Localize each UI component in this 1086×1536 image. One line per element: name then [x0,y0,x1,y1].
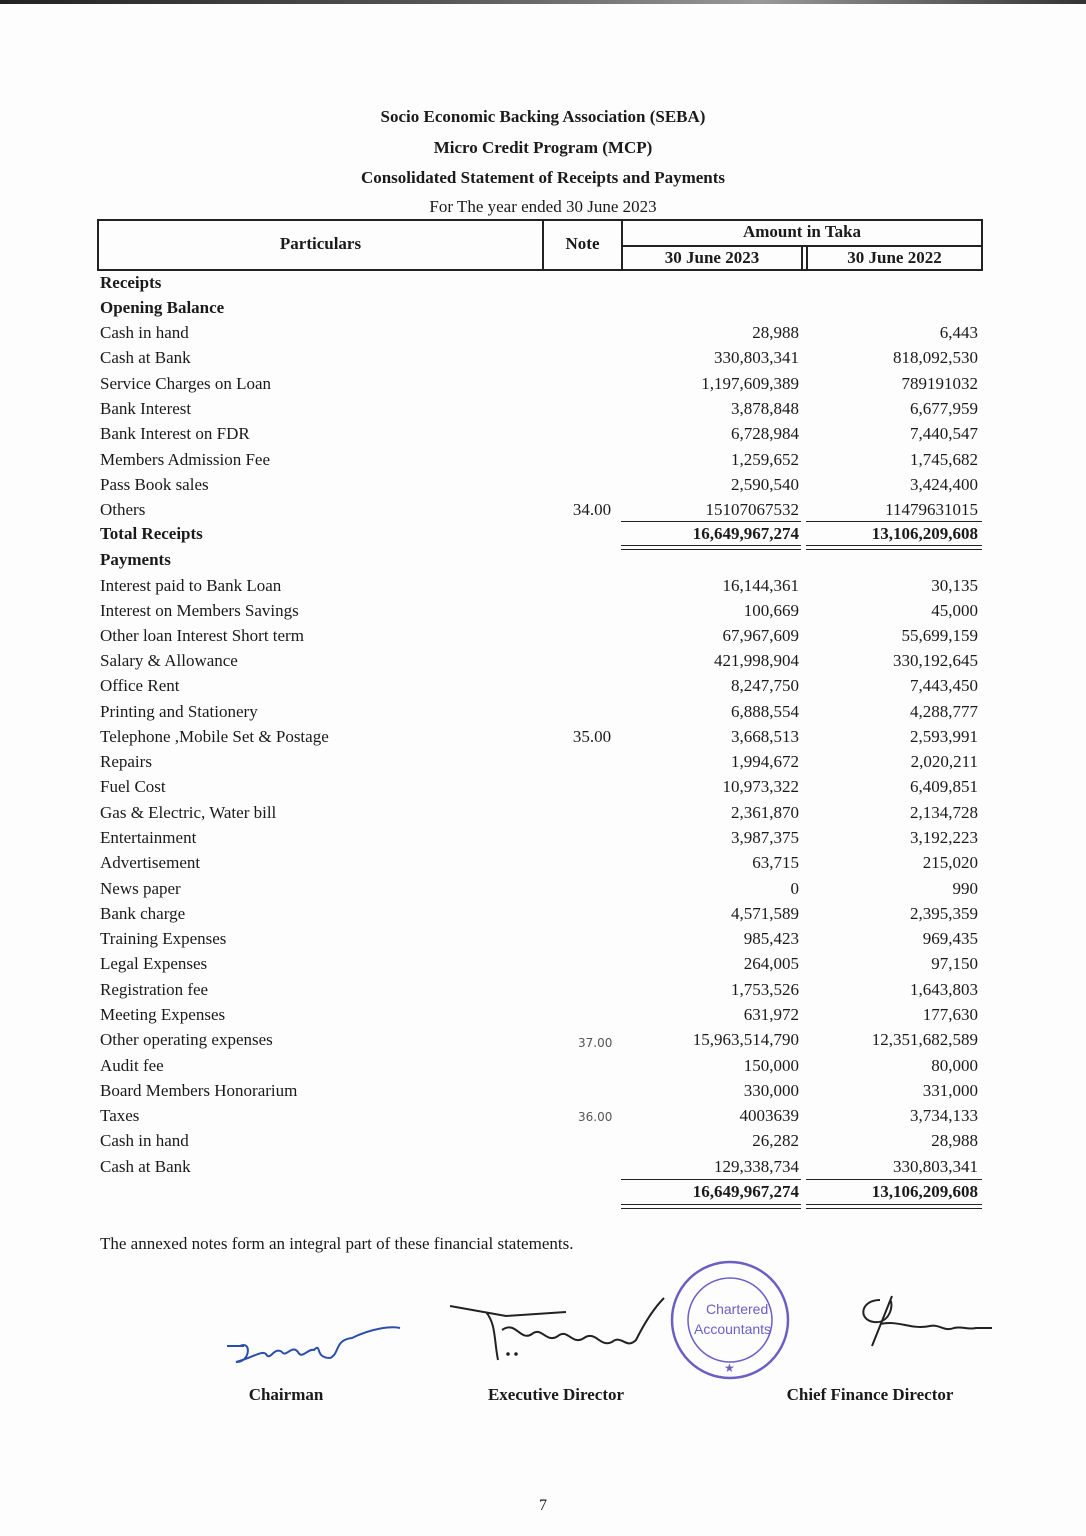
row-label: Payments [100,550,171,569]
row-label: Taxes [100,1106,140,1125]
row-amount-2022: 6,677,959 [910,399,978,418]
row-label: Telephone ,Mobile Set & Postage [100,727,329,746]
row-amount-2023: 3,987,375 [731,828,799,847]
table-row [0,348,1086,373]
svg-text:★: ★ [724,1361,735,1375]
table-row [0,879,1086,904]
row-label: Registration fee [100,980,209,999]
row-label: Printing and Stationery [100,702,258,721]
table-row [0,273,1086,298]
row-label: Pass Book sales [100,475,209,494]
row-label: Members Admission Fee [100,450,270,469]
row-amount-2022: 818,092,530 [893,348,978,367]
table-row [0,424,1086,449]
row-amount-2022: 2,593,991 [910,727,978,746]
row-amount-2022: 1,643,803 [910,980,978,999]
table-row [0,1005,1086,1030]
row-amount-2023: 15107067532 [705,500,799,519]
row-amount-2022: 7,443,450 [910,676,978,695]
header-divider-years [801,245,803,271]
table-row [0,828,1086,853]
row-amount-2022: 6,409,851 [910,777,978,796]
table-row [0,752,1086,777]
row-amount-2023: 6,888,554 [731,702,799,721]
row-label: Others [100,500,146,519]
row-label: Training Expenses [100,929,227,948]
row-amount-2023: 264,005 [743,954,799,973]
table-row [0,1106,1086,1131]
row-amount-2023: 8,247,750 [731,676,799,695]
table-row [0,651,1086,676]
row-label: Cash at Bank [100,348,191,367]
payments-rule-2022 [806,1179,982,1180]
row-amount-2022: 11479631015 [885,500,978,519]
row-amount-2022: 2,020,211 [910,752,978,771]
row-label: Cash in hand [100,1131,189,1150]
cfo-label: Chief Finance Director [786,1385,954,1404]
row-amount-2022: 13,106,209,608 [871,1182,978,1201]
table-row [0,777,1086,802]
table-row [0,727,1086,752]
total-receipts-double-rule-2023 [621,545,801,550]
row-amount-2022: 969,435 [922,929,978,948]
stamp-line1: Chartered [706,1301,769,1317]
row-amount-2022: 6,443 [939,323,978,342]
row-label: Gas & Electric, Water bill [100,803,277,822]
row-label: Salary & Allowance [100,651,238,670]
col-header-amount: Amount in Taka [742,222,862,241]
row-label: Repairs [100,752,152,771]
row-label: Bank Interest [100,399,192,418]
row-amount-2023: 63,715 [752,853,799,872]
table-row [0,323,1086,348]
annex-note: The annexed notes form an integral part of these financial statements. [100,1234,574,1253]
total-receipts-double-rule-2022 [806,545,982,550]
row-amount-2022: 215,020 [922,853,978,872]
row-amount-2022: 55,699,159 [901,626,978,645]
row-label: Receipts [100,273,162,292]
table-row [0,399,1086,424]
row-label: Opening Balance [100,298,225,317]
row-amount-2022: 3,192,223 [910,828,978,847]
row-label: News paper [100,879,181,898]
row-label: Fuel Cost [100,777,166,796]
row-amount-2022: 330,192,645 [893,651,978,670]
row-label: Other operating expenses [100,1030,273,1049]
row-note: 34.00 [572,500,612,519]
row-label: Other loan Interest Short term [100,626,304,645]
row-amount-2023: 1,259,652 [731,450,799,469]
row-label: Legal Expenses [100,954,208,973]
page-number: 7 [539,1497,547,1514]
cfo-signature [850,1290,995,1350]
table-row [0,853,1086,878]
row-amount-2022: 2,134,728 [910,803,978,822]
row-amount-2022: 1,745,682 [910,450,978,469]
table-row [0,550,1086,575]
table-row [0,450,1086,475]
table-row [0,1056,1086,1081]
row-amount-2022: 789191032 [901,374,978,393]
row-amount-2022: 177,630 [922,1005,978,1024]
row-amount-2022: 12,351,682,589 [871,1030,978,1049]
table-row [0,676,1086,701]
chartered-accountants-stamp [668,1258,792,1382]
row-label: Cash in hand [100,323,189,342]
row-amount-2023: 129,338,734 [714,1157,799,1176]
table-row [0,702,1086,727]
row-amount-2023: 2,361,870 [731,803,799,822]
handwritten-note-taxes: 36.00 [578,1110,613,1124]
row-amount-2022: 3,734,133 [910,1106,978,1125]
chairman-signature [222,1318,402,1373]
row-amount-2022: 990 [952,879,978,898]
total-payments-double-rule-2022 [806,1204,982,1209]
col-header-note: Note [565,234,600,253]
statement-title: Consolidated Statement of Receipts and Payments [360,168,726,187]
table-row [0,374,1086,399]
executive-director-label: Executive Director [487,1385,625,1404]
row-amount-2023: 1,753,526 [731,980,799,999]
table-row [0,1030,1086,1055]
row-label: Entertainment [100,828,197,847]
row-amount-2022: 330,803,341 [893,1157,978,1176]
program-title: Micro Credit Program (MCP) [433,138,653,157]
table-row [0,929,1086,954]
row-amount-2022: 97,150 [931,954,978,973]
row-label: Cash at Bank [100,1157,191,1176]
executive-director-signature [446,1290,668,1365]
table-row [0,1131,1086,1156]
scan-top-edge [0,0,1086,4]
row-amount-2023: 0 [790,879,799,898]
subtotal-rule-2023 [621,521,801,522]
row-amount-2023: 67,967,609 [722,626,799,645]
row-label: Interest paid to Bank Loan [100,576,282,595]
org-title: Socio Economic Backing Association (SEBA) [380,107,706,126]
row-amount-2022: 30,135 [931,576,978,595]
table-row [0,601,1086,626]
row-amount-2023: 330,000 [743,1081,799,1100]
row-label: Advertisement [100,853,201,872]
table-row [0,576,1086,601]
row-amount-2023: 3,668,513 [731,727,799,746]
row-amount-2023: 4,571,589 [731,904,799,923]
row-amount-2023: 100,669 [743,601,799,620]
row-amount-2023: 28,988 [752,323,799,342]
chairman-label: Chairman [248,1385,324,1404]
col-header-2023: 30 June 2023 [664,248,760,267]
row-note: 35.00 [572,727,612,746]
row-amount-2022: 3,424,400 [910,475,978,494]
table-row [0,298,1086,323]
row-label: Bank charge [100,904,186,923]
row-amount-2023: 3,878,848 [731,399,799,418]
row-amount-2022: 7,440,547 [910,424,978,443]
row-amount-2023: 330,803,341 [714,348,799,367]
row-amount-2022: 80,000 [931,1056,978,1075]
row-amount-2023: 10,973,322 [722,777,799,796]
table-row [0,475,1086,500]
row-label: Bank Interest on FDR [100,424,250,443]
row-label: Meeting Expenses [100,1005,226,1024]
row-label: Board Members Honorarium [100,1081,298,1100]
col-header-particulars: Particulars [279,234,362,253]
table-row [0,954,1086,979]
row-amount-2022: 2,395,359 [910,904,978,923]
table-row [0,803,1086,828]
row-amount-2023: 421,998,904 [714,651,799,670]
row-amount-2022: 331,000 [922,1081,978,1100]
payments-rule-2023 [621,1179,801,1180]
handwritten-note-ops: 37.00 [578,1036,613,1050]
row-amount-2023: 2,590,540 [731,475,799,494]
row-amount-2022: 4,288,777 [910,702,978,721]
row-amount-2023: 16,144,361 [722,576,799,595]
table-row [0,980,1086,1005]
table-row [0,1081,1086,1106]
row-label: Interest on Members Savings [100,601,299,620]
subtotal-rule-2022 [806,521,982,522]
row-amount-2023: 26,282 [752,1131,799,1150]
row-amount-2022: 28,988 [931,1131,978,1150]
row-amount-2022: 13,106,209,608 [871,524,978,543]
row-label: Audit fee [100,1056,164,1075]
row-amount-2023: 1,994,672 [731,752,799,771]
row-amount-2023: 150,000 [743,1056,799,1075]
row-amount-2023: 4003639 [739,1106,799,1125]
row-label: Service Charges on Loan [100,374,272,393]
row-amount-2023: 6,728,984 [731,424,799,443]
row-amount-2023: 15,963,514,790 [692,1030,799,1049]
row-amount-2022: 45,000 [931,601,978,620]
row-amount-2023: 1,197,609,389 [701,374,799,393]
stamp-line2: Accountants [694,1321,772,1337]
row-amount-2023: 16,649,967,274 [692,1182,799,1201]
total-payments-double-rule-2023 [621,1204,801,1209]
col-header-2022: 30 June 2022 [847,248,942,267]
row-amount-2023: 985,423 [743,929,799,948]
row-label: Office Rent [100,676,180,695]
row-label: Total Receipts [100,524,203,543]
row-amount-2023: 631,972 [743,1005,799,1024]
period-line: For The year ended 30 June 2023 [429,197,657,216]
row-amount-2023: 16,649,967,274 [692,524,799,543]
table-row [0,904,1086,929]
table-row [0,626,1086,651]
